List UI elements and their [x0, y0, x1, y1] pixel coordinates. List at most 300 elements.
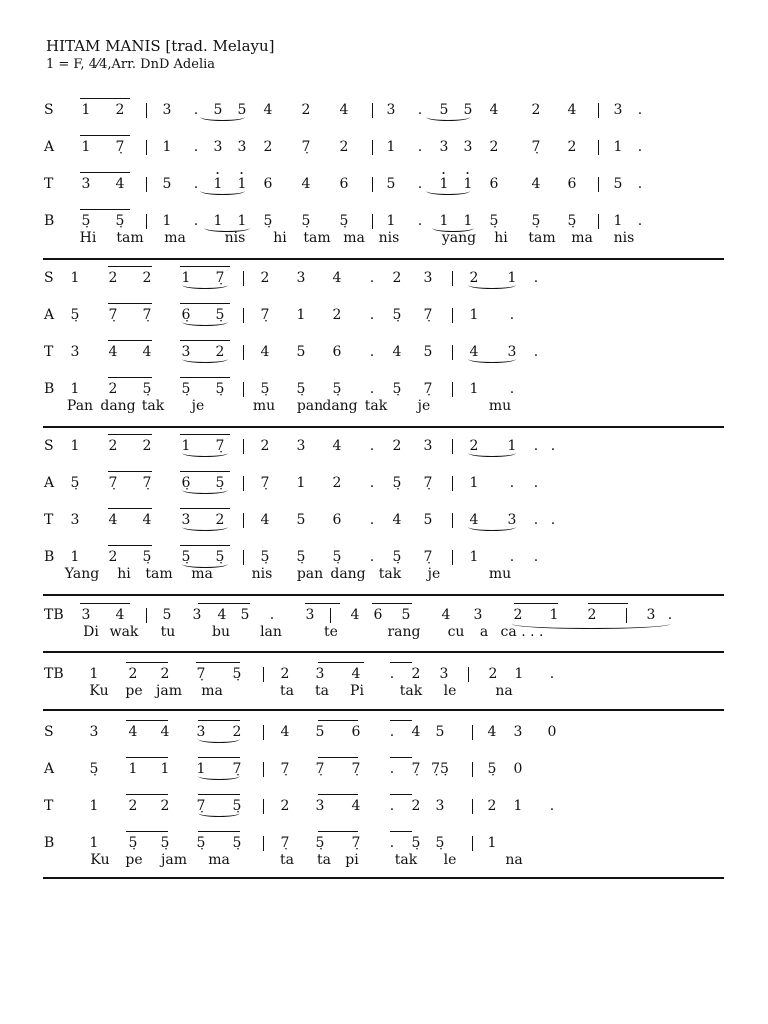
beam-line: [108, 508, 152, 509]
note: 2: [142, 438, 152, 454]
note: 1: [89, 798, 99, 814]
voice-label: A: [44, 139, 55, 155]
barline: [243, 550, 244, 565]
voice-row: [0, 510, 768, 534]
lyric-syllable: hi: [273, 230, 287, 246]
note: 5: [296, 512, 306, 528]
note: 3: [70, 512, 80, 528]
slur-curve: [426, 113, 470, 121]
lyric-syllable: ma: [164, 230, 186, 246]
note: 7̣: [423, 475, 433, 491]
beam-line: [108, 340, 152, 341]
note: 7̣: [260, 307, 270, 323]
note: 7̣: [301, 139, 311, 155]
score-system: [0, 664, 768, 709]
rhythm-dot: .: [369, 512, 375, 528]
note: 5: [423, 344, 433, 360]
note: 1: [237, 213, 247, 229]
rhythm-dot: .: [533, 438, 539, 454]
note: 4: [301, 176, 311, 192]
note: 5̣: [181, 381, 191, 397]
beam-line: [390, 794, 412, 795]
note: 7̣: [108, 475, 118, 491]
barline: [372, 103, 373, 118]
note: 5̣: [332, 549, 342, 565]
note: 3: [181, 344, 191, 360]
beam-line: [588, 603, 628, 604]
note: 1: [469, 475, 479, 491]
rhythm-dot: .: [369, 344, 375, 360]
note: 3: [213, 139, 223, 155]
barline: [472, 799, 473, 814]
note: 3: [81, 607, 91, 623]
note: 4: [260, 344, 270, 360]
lyric-syllable: pan: [296, 566, 324, 582]
score-system: [0, 268, 768, 426]
note: 2: [301, 102, 311, 118]
barline: [263, 667, 264, 682]
note: 3: [507, 344, 517, 360]
beam-line: [180, 545, 230, 546]
voice-label: T: [44, 176, 54, 192]
beam-line: [196, 662, 240, 663]
voice-row: [0, 379, 768, 414]
lyric-syllable: yang: [441, 230, 477, 246]
barline: [146, 608, 147, 623]
note: 4: [489, 102, 499, 118]
slur-curve: [468, 523, 516, 531]
note: 5: [315, 724, 325, 740]
note: 3: [315, 798, 325, 814]
note: 2: [108, 381, 118, 397]
slur-curve: [200, 187, 245, 195]
rhythm-dot: .: [389, 798, 395, 814]
slur-curve: [468, 355, 516, 363]
voice-label: B: [44, 835, 55, 851]
note: 5̣: [215, 549, 225, 565]
note: 4: [339, 102, 349, 118]
note: 7̣: [142, 307, 152, 323]
voice-label: S: [44, 438, 54, 454]
note: 7̣: [280, 835, 290, 851]
note: 5̣: [339, 213, 349, 229]
page-title: HITAM MANIS [trad. Melayu]: [46, 37, 275, 55]
note: 1: [296, 475, 306, 491]
beam-line: [108, 303, 152, 304]
barline: [472, 762, 473, 777]
rhythm-dot: .: [389, 724, 395, 740]
beam-line: [180, 266, 230, 267]
note: 2: [263, 139, 273, 155]
lyric-syllable: nis: [251, 566, 273, 582]
note: 2: [489, 139, 499, 155]
rhythm-dot: .: [533, 475, 539, 491]
note: 2: [160, 666, 170, 682]
beam-line: [180, 303, 230, 304]
lyric-syllable: nis: [224, 230, 246, 246]
note: 5: [423, 512, 433, 528]
note: 3: [439, 666, 449, 682]
note: 5: [401, 607, 411, 623]
note: 1: [439, 176, 449, 192]
note: 1: [487, 835, 497, 851]
note: 5̣: [70, 475, 80, 491]
note: 7̣: [142, 475, 152, 491]
note: 2: [487, 798, 497, 814]
note: 0: [547, 724, 557, 740]
note: 4: [531, 176, 541, 192]
slur-curve: [468, 449, 516, 457]
note: 6: [567, 176, 577, 192]
lyric-syllable: bu: [212, 624, 230, 640]
lyric-syllable: te: [324, 624, 338, 640]
note: 3: [435, 798, 445, 814]
beam-line: [180, 508, 230, 509]
note: 7̣: [531, 139, 541, 155]
note: 6: [339, 176, 349, 192]
beam-line: [390, 662, 412, 663]
lyric-syllable: jam: [156, 683, 182, 699]
note: 1: [70, 381, 80, 397]
note: 5̣: [411, 835, 421, 851]
note: 2: [513, 607, 523, 623]
voice-row: [0, 605, 768, 640]
note: 4: [108, 512, 118, 528]
note: 3: [439, 139, 449, 155]
note: 2: [160, 798, 170, 814]
beam-line: [180, 471, 230, 472]
note: 2: [332, 475, 342, 491]
note: 2: [411, 798, 421, 814]
lyric-syllable: Yang: [64, 566, 100, 582]
lyric-syllable: dang: [330, 566, 366, 582]
note: 4: [115, 176, 125, 192]
barline: [263, 799, 264, 814]
note: 1: [81, 102, 91, 118]
note: 4: [142, 512, 152, 528]
beam-line: [198, 603, 250, 604]
beam-line: [80, 98, 130, 99]
barline: [452, 271, 453, 286]
lyric-syllable: ma: [191, 566, 213, 582]
slur-curve: [182, 449, 228, 457]
barline: [372, 214, 373, 229]
beam-line: [390, 757, 412, 758]
barline: [263, 762, 264, 777]
rhythm-dot: .: [637, 176, 643, 192]
voice-row: [0, 833, 768, 868]
rhythm-dot: .: [417, 213, 423, 229]
note: 7̣: [423, 307, 433, 323]
lyric-syllable: ta: [317, 852, 331, 868]
rhythm-dot: .: [509, 381, 515, 397]
rhythm-dot: .: [417, 176, 423, 192]
voice-label: A: [44, 307, 55, 323]
note: 4: [350, 607, 360, 623]
rhythm-dot: .: [369, 307, 375, 323]
voice-label: T: [44, 344, 54, 360]
note: 4: [217, 607, 227, 623]
beam-line: [390, 720, 412, 721]
note: 5: [162, 176, 172, 192]
note: 1: [469, 307, 479, 323]
lyric-syllable: le: [443, 852, 457, 868]
note: 7̣: [351, 761, 361, 777]
rhythm-dot: .: [637, 139, 643, 155]
score-system: [0, 100, 768, 258]
note: 5: [386, 176, 396, 192]
slur-curve: [512, 619, 670, 629]
rhythm-dot: .: [637, 102, 643, 118]
beam-line: [180, 377, 230, 378]
note: 1: [386, 139, 396, 155]
note: 5̣: [301, 213, 311, 229]
barline: [452, 308, 453, 323]
note: 5̣: [215, 381, 225, 397]
note: 1: [463, 213, 473, 229]
lyric-syllable: hi: [117, 566, 131, 582]
note: 3: [513, 724, 523, 740]
note: 7̣: [196, 798, 206, 814]
note: 4: [115, 607, 125, 623]
note: 3: [423, 270, 433, 286]
lyric-syllable: cu: [447, 624, 465, 640]
note: 5̣: [263, 213, 273, 229]
lyric-syllable: dang: [322, 398, 358, 414]
note: 5̣: [115, 213, 125, 229]
rhythm-dot: .: [509, 475, 515, 491]
note: 7̣: [108, 307, 118, 323]
lyric-syllable: ma: [343, 230, 365, 246]
rhythm-dot: .: [369, 438, 375, 454]
barline: [598, 177, 599, 192]
beam-line: [80, 209, 130, 210]
beam-line: [126, 662, 168, 663]
slur-curve: [432, 224, 474, 232]
voice-row: [0, 722, 768, 746]
note: 7̣: [215, 438, 225, 454]
rhythm-dot: .: [389, 666, 395, 682]
note: 1: [613, 139, 623, 155]
barline: [598, 214, 599, 229]
lyric-syllable: pan: [296, 398, 324, 414]
note: 1: [463, 176, 473, 192]
lyric-syllable: tak: [399, 683, 423, 699]
rhythm-dot: .: [667, 607, 673, 623]
voice-label: S: [44, 724, 54, 740]
note: 1: [81, 139, 91, 155]
voice-label: S: [44, 270, 54, 286]
slur-curve: [204, 224, 250, 232]
slur-curve: [198, 735, 240, 743]
note: 1: [70, 549, 80, 565]
barline: [472, 725, 473, 740]
note: 3: [613, 102, 623, 118]
barline: [598, 103, 599, 118]
beam-line: [108, 545, 152, 546]
barline: [243, 476, 244, 491]
beam-line: [305, 603, 340, 604]
barline: [243, 308, 244, 323]
note: 6: [373, 607, 383, 623]
note: 6̣: [181, 307, 191, 323]
note: 7̣: [196, 666, 206, 682]
system-divider: [43, 258, 724, 260]
note: 1: [237, 176, 247, 192]
slur-curve: [200, 113, 245, 121]
note: 1: [296, 307, 306, 323]
note: 3: [192, 607, 202, 623]
voice-row: [0, 664, 768, 699]
system-divider: [43, 426, 724, 428]
note: 3: [507, 512, 517, 528]
voice-row: [0, 137, 768, 161]
barline: [452, 550, 453, 565]
note: 2: [115, 102, 125, 118]
note: 5̣: [531, 213, 541, 229]
note: 4: [392, 344, 402, 360]
note: 1: [549, 607, 559, 623]
note: 2: [339, 139, 349, 155]
lyric-syllable: tu: [160, 624, 176, 640]
lyric-syllable: Di: [83, 624, 99, 640]
note: 4: [469, 512, 479, 528]
barline: [243, 513, 244, 528]
voice-row: [0, 473, 768, 497]
beam-line: [514, 603, 558, 604]
rhythm-dot: .: [533, 344, 539, 360]
beam-line: [108, 266, 152, 267]
lyric-syllable: dang: [100, 398, 136, 414]
note: 5̣: [392, 307, 402, 323]
note: 2: [469, 270, 479, 286]
voice-row: [0, 759, 768, 783]
rhythm-dot: .: [509, 549, 515, 565]
rhythm-dot: .: [550, 512, 556, 528]
note: 5̣: [315, 835, 325, 851]
lyric-syllable: ma: [201, 683, 223, 699]
note: 5: [213, 102, 223, 118]
slur-curve: [198, 772, 240, 780]
note: 3: [196, 724, 206, 740]
note: 5̣: [232, 798, 242, 814]
note: 2: [260, 270, 270, 286]
note: 4: [487, 724, 497, 740]
voice-label: B: [44, 549, 55, 565]
note: 1: [128, 761, 138, 777]
lyric-syllable: mu: [252, 398, 276, 414]
voice-row: [0, 436, 768, 460]
note: 3: [81, 176, 91, 192]
lyric-syllable: pe: [125, 683, 143, 699]
voice-label: B: [44, 213, 55, 229]
note: 5̣: [392, 381, 402, 397]
lyric-syllable: mu: [488, 398, 512, 414]
lyric-syllable: Pi: [350, 683, 364, 699]
voice-label: T: [44, 798, 54, 814]
note: 2: [215, 512, 225, 528]
voice-row: [0, 796, 768, 820]
score-system: [0, 436, 768, 594]
note: 2: [531, 102, 541, 118]
note: 5̣: [142, 381, 152, 397]
note: 1: [469, 549, 479, 565]
note: 5̣: [487, 761, 497, 777]
note: 7̣: [423, 549, 433, 565]
note: 7̣: [351, 835, 361, 851]
barline: [243, 345, 244, 360]
rhythm-dot: .: [389, 835, 395, 851]
note: 3: [305, 607, 315, 623]
note: 4: [108, 344, 118, 360]
slur-curve: [182, 560, 228, 568]
note: 5̣: [160, 835, 170, 851]
voice-label: T: [44, 512, 54, 528]
beam-line: [180, 434, 230, 435]
slur-curve: [198, 809, 240, 817]
beam-line: [318, 720, 358, 721]
note: 5̣: [392, 549, 402, 565]
beam-line: [80, 135, 130, 136]
note: 3: [315, 666, 325, 682]
rhythm-dot: .: [637, 213, 643, 229]
lyric-syllable: ta: [280, 683, 294, 699]
barline: [372, 177, 373, 192]
voice-row: [0, 100, 768, 124]
lyric-syllable: rang: [387, 624, 421, 640]
lyric-syllable: tak: [378, 566, 402, 582]
barline: [243, 271, 244, 286]
note: 2: [392, 270, 402, 286]
note: 3: [646, 607, 656, 623]
note: 6: [332, 344, 342, 360]
note: 4: [160, 724, 170, 740]
note: 4: [128, 724, 138, 740]
note: 4: [332, 270, 342, 286]
voice-row: [0, 268, 768, 292]
note: 7̣: [411, 761, 421, 777]
note: 2: [280, 798, 290, 814]
rhythm-dot: .: [389, 761, 395, 777]
note: 4: [142, 344, 152, 360]
note: 4: [469, 344, 479, 360]
note: 5̣: [81, 213, 91, 229]
rhythm-dot: .: [550, 438, 556, 454]
barline: [452, 382, 453, 397]
voice-row: [0, 211, 768, 246]
voice-row: [0, 342, 768, 366]
system-divider: [43, 877, 724, 879]
lyric-syllable: ca . . .: [500, 624, 544, 640]
beam-line: [126, 757, 168, 758]
note: 1: [70, 438, 80, 454]
voice-label: S: [44, 102, 54, 118]
lyric-syllable: Ku: [90, 852, 110, 868]
rhythm-dot: .: [533, 549, 539, 565]
note: 5: [439, 102, 449, 118]
note: 5̣: [232, 835, 242, 851]
voice-label: TB: [44, 666, 64, 682]
note: 1: [514, 666, 524, 682]
note: 5̣: [435, 835, 445, 851]
note: 3: [473, 607, 483, 623]
note: 4: [411, 724, 421, 740]
beam-line: [198, 720, 240, 721]
rhythm-dot: .: [193, 213, 199, 229]
rhythm-dot: .: [369, 381, 375, 397]
note: 5̣: [70, 307, 80, 323]
note: 5: [296, 344, 306, 360]
